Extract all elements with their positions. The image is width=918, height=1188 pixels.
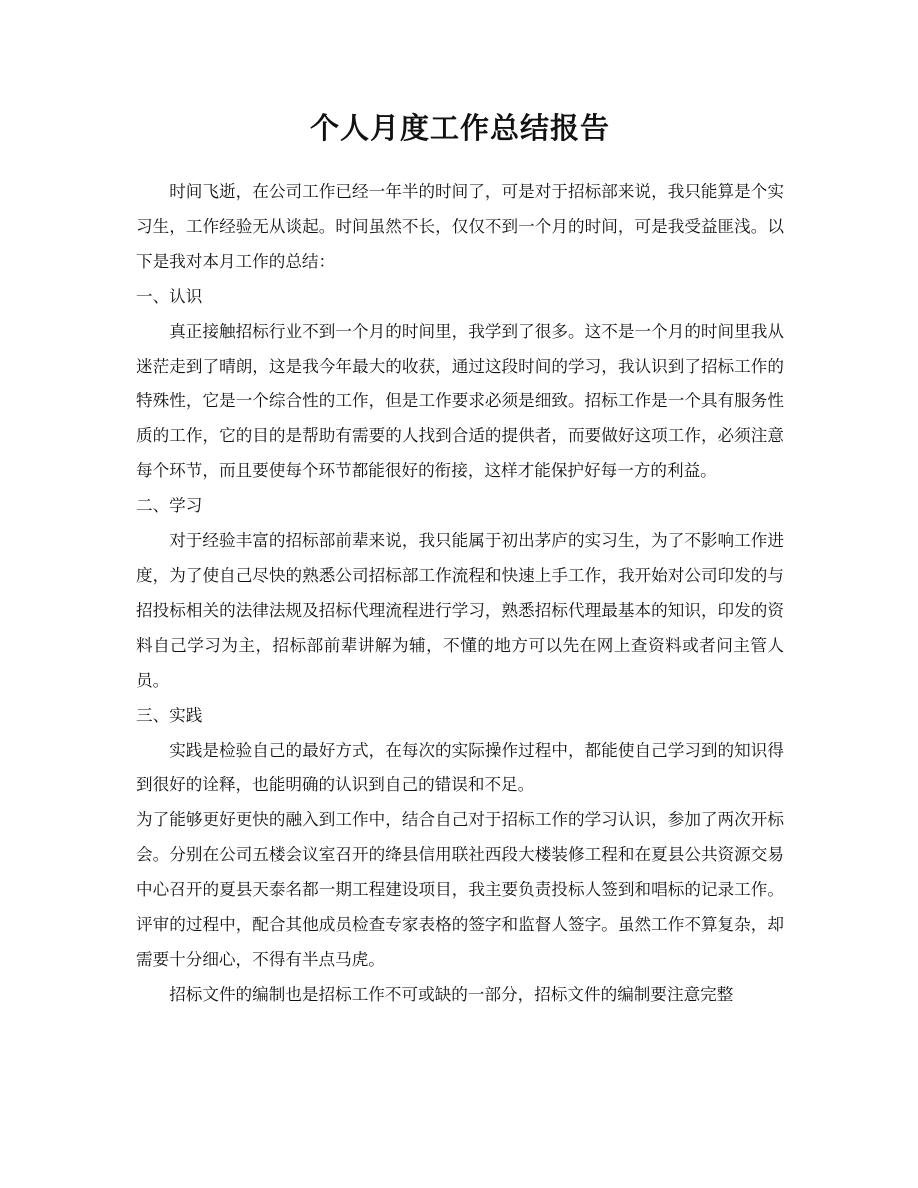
- recognition-paragraph: 真正接触招标行业不到一个月的时间里，我学到了很多。这不是一个月的时间里我从迷茫走到了晴朗，这是我今年最大的收获，通过这段时间的学习，我认识到了招标工作的特殊性，它是一个综合性的工作，但是工作要求必须是细致。招标工作是一个具有服务性质的工作，它的目的是帮助有需要的人找到合适的提供者，而要做好这项工作，必须注意每个环节，而且要使每个环节都能很好的衔接，这样才能保护好每一方的利益。: [136, 321, 784, 481]
- bid-opening-paragraph: 为了能够更好更快的融入到工作中，结合自己对于招标工作的学习认识，参加了两次开标会。分别在公司五楼会议室召开的绛县信用联社西段大楼装修工程和在夏县公共资源交易中心召开的夏县天泰名都一期工程建设项目，我主要负责投标人签到和唱标的记录工作。评审的过程中，配合其他成员检查专家表格的签字和监督人签字。虽然工作不算复杂，却需要十分细心，不得有半点马虎。: [136, 810, 784, 969]
- document-title: 个人月度工作总结报告: [309, 111, 610, 145]
- section-heading-practice: 三、实践: [136, 705, 203, 725]
- practice-paragraph: 实践是检验自己的最好方式，在每次的实际操作过程中，都能使自己学习到的知识得到很好的诠释，也能明确的认识到自己的错误和不足。: [136, 740, 784, 795]
- learning-paragraph: 对于经验丰富的招标部前辈来说，我只能属于初出茅庐的实习生，为了不影响工作进度，为了使自己尽快的熟悉公司招标部工作流程和快速上手工作，我开始对公司印发的与招投标相关的法律法规及招标代理流程进行学习，熟悉招标代理最基本的知识，印发的资料自己学习为主，招标部前辈讲解为辅，不懂的地方可以先在网上查资料或者问主管人员。: [136, 531, 784, 690]
- intro-paragraph: 时间飞逝，在公司工作已经一年半的时间了，可是对于招标部来说，我只能算是个实习生，工作经验无从谈起。时间虽然不长，仅仅不到一个月的时间，可是我受益匪浅。以下是我对本月工作的总结：: [136, 182, 784, 271]
- tender-document-paragraph: 招标文件的编制也是招标工作不可或缺的一部分，招标文件的编制要注意完整: [169, 984, 734, 1004]
- document-body: [136, 175, 784, 1013]
- section-heading-learning: 二、学习: [136, 496, 203, 516]
- section-heading-recognition: 一、认识: [136, 286, 203, 306]
